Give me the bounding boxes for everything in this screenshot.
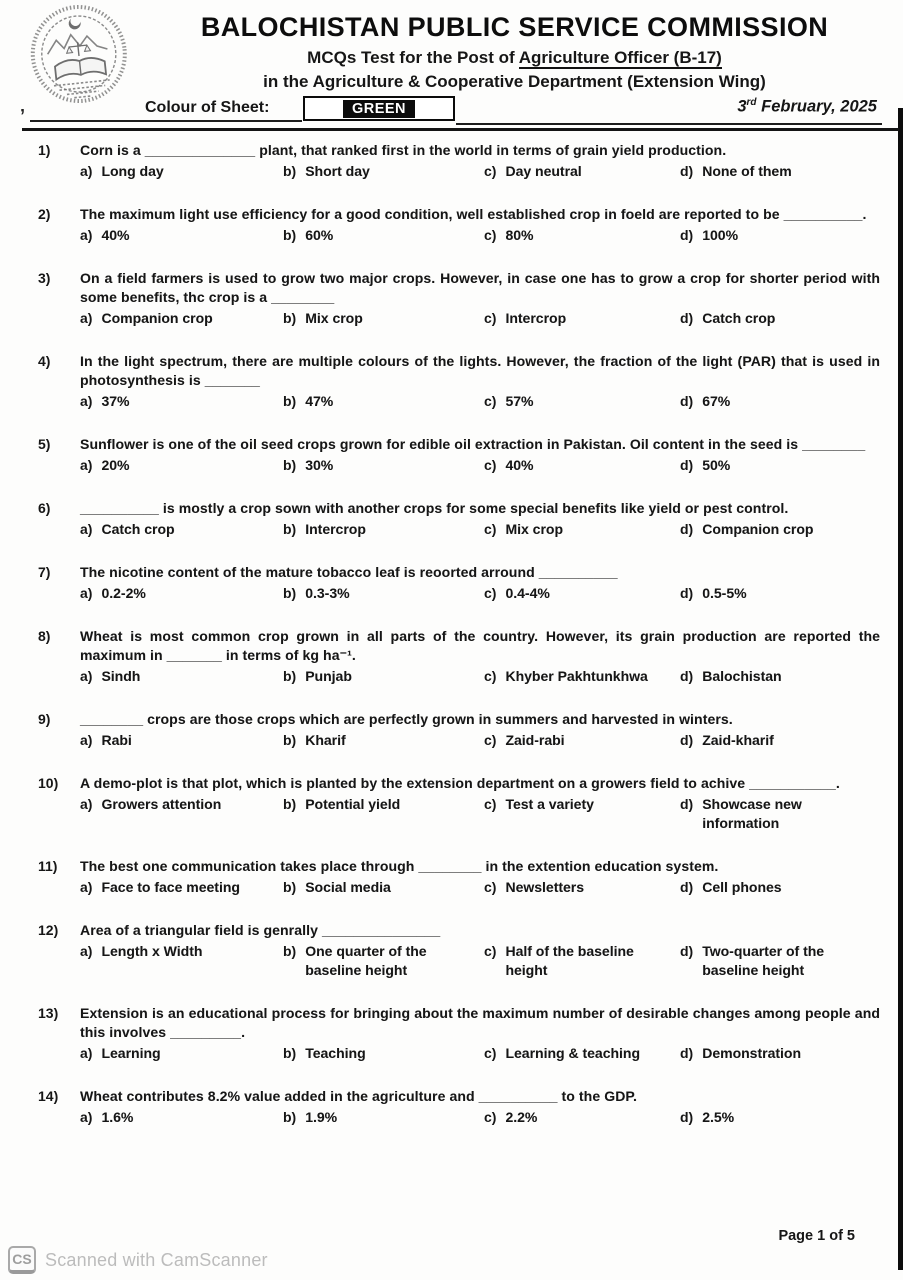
options-row <box>80 1044 880 1063</box>
date-ordinal: rd <box>746 97 757 108</box>
question-number: 5) <box>38 436 51 452</box>
option-key: a) <box>80 163 93 179</box>
option-label: Test a variety <box>505 796 594 812</box>
option-key: c) <box>484 393 497 409</box>
option-key: c) <box>484 879 497 895</box>
option-label: Companion crop <box>101 310 213 326</box>
subtitle-prefix: MCQs Test for the Post of <box>307 48 519 67</box>
option-key: a) <box>80 393 93 409</box>
sheet-colour-value: GREEN <box>343 100 415 118</box>
option-d <box>680 584 880 603</box>
option-d <box>680 942 880 980</box>
option-b <box>283 942 484 980</box>
option-label: Half of the baseline height <box>505 943 634 978</box>
option-c <box>484 667 680 686</box>
option-label: 0.5-5% <box>702 585 747 601</box>
option-b <box>283 456 484 475</box>
option-d <box>680 1108 880 1127</box>
question-text: Wheat is most common crop grown in all parts of the country. However, its grain production are reported the maximum in _______ in terms of kg ha⁻¹. <box>80 628 880 663</box>
option-label: Zaid-rabi <box>505 732 565 748</box>
question-text: ________ crops are those crops which are perfectly grown in summers and harvested in winters. <box>80 711 733 727</box>
option-d <box>680 520 880 539</box>
option-a <box>80 878 283 897</box>
option-a <box>80 731 283 750</box>
option-label: Punjab <box>305 668 352 684</box>
question <box>38 627 880 686</box>
option-label: Zaid-kharif <box>702 732 774 748</box>
option-label: Catch crop <box>101 521 175 537</box>
option-label: Balochistan <box>702 668 782 684</box>
question-number: 3) <box>38 270 51 286</box>
option-key: b) <box>283 943 297 959</box>
option-label: Day neutral <box>505 163 582 179</box>
option-key: c) <box>484 457 497 473</box>
question-number: 1) <box>38 142 51 158</box>
option-c <box>484 878 680 897</box>
options-row <box>80 731 880 750</box>
option-key: b) <box>283 393 297 409</box>
option-key: b) <box>283 310 297 326</box>
option-key: b) <box>283 732 297 748</box>
option-key: d) <box>680 732 694 748</box>
question-body <box>80 1004 880 1063</box>
option-label: 60% <box>305 227 334 243</box>
option-b <box>283 162 484 181</box>
options-row <box>80 520 880 539</box>
option-d <box>680 309 880 328</box>
question-text: The nicotine content of the mature tobacco leaf is reoorted arround __________ <box>80 564 618 580</box>
option-label: 57% <box>505 393 534 409</box>
option-key: c) <box>484 227 497 243</box>
option-label: Mix crop <box>305 310 363 326</box>
option-c <box>484 162 680 181</box>
question-text: On a field farmers is used to grow two major crops. However, in case one has to grow a crop for shorter period with some benefits, thc crop is a ________ <box>80 270 880 305</box>
question-text: A demo-plot is that plot, which is planted by the extension department on a growers field to achive ___________. <box>80 775 840 791</box>
option-a <box>80 942 283 980</box>
question <box>38 141 880 181</box>
question-body <box>80 774 880 833</box>
date-rest: February, 2025 <box>756 97 877 116</box>
option-b <box>283 309 484 328</box>
option-a <box>80 584 283 603</box>
option-key: d) <box>680 668 694 684</box>
option-c <box>484 731 680 750</box>
options-row <box>80 226 880 245</box>
question-text: Area of a triangular field is genrally _______________ <box>80 922 441 938</box>
question-body <box>80 563 880 603</box>
options-row <box>80 942 880 980</box>
question-number: 6) <box>38 500 51 516</box>
option-label: 2.2% <box>505 1109 538 1125</box>
option-key: c) <box>484 732 497 748</box>
question <box>38 774 880 833</box>
options-row <box>80 456 880 475</box>
camscanner-badge-icon: CS <box>8 1246 36 1274</box>
option-c <box>484 795 680 833</box>
option-d <box>680 878 880 897</box>
question-text: Sunflower is one of the oil seed crops grown for edible oil extraction in Pakistan. Oil content in the seed is ________ <box>80 436 866 452</box>
option-key: c) <box>484 796 497 812</box>
question-body <box>80 141 880 181</box>
question <box>38 563 880 603</box>
option-key: b) <box>283 227 297 243</box>
option-key: d) <box>680 585 694 601</box>
option-label: Mix crop <box>505 521 564 537</box>
option-label: Growers attention <box>101 796 222 812</box>
options-row <box>80 584 880 603</box>
question-body <box>80 205 880 245</box>
option-key: b) <box>283 585 297 601</box>
option-c <box>484 942 680 980</box>
option-key: c) <box>484 1109 497 1125</box>
option-key: a) <box>80 1045 93 1061</box>
option-key: b) <box>283 668 297 684</box>
option-label: 37% <box>101 393 130 409</box>
option-label: Teaching <box>305 1045 366 1061</box>
question-number: 13) <box>38 1005 59 1021</box>
option-key: a) <box>80 457 93 473</box>
question-number: 2) <box>38 206 51 222</box>
option-key: d) <box>680 393 694 409</box>
option-label: 40% <box>101 227 130 243</box>
option-key: b) <box>283 1045 297 1061</box>
option-label: None of them <box>702 163 792 179</box>
option-key: c) <box>484 943 497 959</box>
question-body <box>80 1087 880 1127</box>
option-c <box>484 456 680 475</box>
option-key: a) <box>80 943 93 959</box>
option-label: Intercrop <box>305 521 366 537</box>
option-label: 80% <box>505 227 534 243</box>
date-day: 3 <box>737 97 747 116</box>
option-label: 1.6% <box>101 1109 134 1125</box>
option-c <box>484 226 680 245</box>
option-label: Length x Width <box>101 943 203 959</box>
question <box>38 1004 880 1063</box>
option-d <box>680 795 880 833</box>
option-key: d) <box>680 521 694 537</box>
option-c <box>484 584 680 603</box>
option-label: Rabi <box>101 732 132 748</box>
option-key: b) <box>283 457 297 473</box>
option-label: 30% <box>305 457 334 473</box>
option-key: a) <box>80 585 93 601</box>
option-a <box>80 1044 283 1063</box>
question <box>38 921 880 980</box>
options-row <box>80 1108 880 1127</box>
option-label: Learning & teaching <box>505 1045 641 1061</box>
option-c <box>484 392 680 411</box>
option-b <box>283 878 484 897</box>
question-body <box>80 857 880 897</box>
option-label: 1.9% <box>305 1109 338 1125</box>
options-row <box>80 309 880 328</box>
question-number: 4) <box>38 353 51 369</box>
question-body <box>80 352 880 411</box>
option-label: 0.2-2% <box>101 585 146 601</box>
option-key: b) <box>283 163 297 179</box>
option-label: Companion crop <box>702 521 814 537</box>
option-key: a) <box>80 668 93 684</box>
option-key: c) <box>484 163 497 179</box>
options-row <box>80 795 880 833</box>
question <box>38 435 880 475</box>
question <box>38 205 880 245</box>
option-key: d) <box>680 943 694 959</box>
option-a <box>80 456 283 475</box>
question-body <box>80 627 880 686</box>
option-label: Catch crop <box>702 310 776 326</box>
option-c <box>484 520 680 539</box>
option-label: Sindh <box>101 668 141 684</box>
option-label: Social media <box>305 879 391 895</box>
option-key: b) <box>283 1109 297 1125</box>
option-key: d) <box>680 227 694 243</box>
question-text: In the light spectrum, there are multiple colours of the lights. However, the fraction of the light (PAR) that is used in photosynthesis is _______ <box>80 353 880 388</box>
option-key: b) <box>283 796 297 812</box>
question-number: 14) <box>38 1088 59 1104</box>
option-d <box>680 162 880 181</box>
option-label: Demonstration <box>702 1045 802 1061</box>
option-b <box>283 667 484 686</box>
option-key: a) <box>80 1109 93 1125</box>
option-key: c) <box>484 521 497 537</box>
question-number: 8) <box>38 628 51 644</box>
question-text: Corn is a ______________ plant, that ranked first in the world in terms of grain yield production. <box>80 142 727 158</box>
options-row <box>80 392 880 411</box>
options-row <box>80 667 880 686</box>
page-number: Page 1 of 5 <box>778 1228 855 1244</box>
option-key: a) <box>80 310 93 326</box>
option-key: b) <box>283 521 297 537</box>
option-key: d) <box>680 796 694 812</box>
option-c <box>484 1108 680 1127</box>
option-label: 0.4-4% <box>505 585 550 601</box>
option-label: Cell phones <box>702 879 782 895</box>
option-label: 40% <box>505 457 534 473</box>
option-key: d) <box>680 457 694 473</box>
option-label: Kharif <box>305 732 346 748</box>
option-label: Showcase new information <box>702 796 802 831</box>
subtitle-post-underlined: Agriculture Officer (B-17) <box>518 48 722 67</box>
option-label: Face to face meeting <box>101 879 240 895</box>
question-text: Wheat contributes 8.2% value added in the agriculture and __________ to the GDP. <box>80 1088 638 1104</box>
option-label: Intercrop <box>505 310 567 326</box>
question-body <box>80 921 880 980</box>
option-d <box>680 456 880 475</box>
option-b <box>283 1108 484 1127</box>
option-a <box>80 309 283 328</box>
option-d <box>680 392 880 411</box>
option-label: Potential yield <box>305 796 401 812</box>
option-key: a) <box>80 227 93 243</box>
option-key: c) <box>484 585 497 601</box>
option-c <box>484 1044 680 1063</box>
question-text: The best one communication takes place through ________ in the extention education system. <box>80 858 719 874</box>
scan-artifact-mark: ’ <box>20 106 26 126</box>
option-label: 50% <box>702 457 731 473</box>
option-label: One quarter of the baseline height <box>305 943 427 978</box>
question-text: The maximum light use efficiency for a good condition, well established crop in foeld are reported to be __________. <box>80 206 867 222</box>
option-a <box>80 667 283 686</box>
question-number: 7) <box>38 564 51 580</box>
option-key: d) <box>680 310 694 326</box>
question-body <box>80 269 880 328</box>
camscanner-text: Scanned with CamScanner <box>45 1249 268 1270</box>
question-number: 11) <box>38 858 58 874</box>
option-label: 47% <box>305 393 334 409</box>
question-number: 9) <box>38 711 51 727</box>
org-title: BALOCHISTAN PUBLIC SERVICE COMMISSION <box>200 12 829 42</box>
option-a <box>80 162 283 181</box>
option-d <box>680 667 880 686</box>
option-key: d) <box>680 879 694 895</box>
option-label: Short day <box>305 163 370 179</box>
option-label: 20% <box>101 457 130 473</box>
question <box>38 269 880 328</box>
option-a <box>80 1108 283 1127</box>
question-body <box>80 499 880 539</box>
option-d <box>680 1044 880 1063</box>
option-label: Long day <box>101 163 164 179</box>
option-key: b) <box>283 879 297 895</box>
option-key: c) <box>484 310 497 326</box>
option-b <box>283 1044 484 1063</box>
option-key: a) <box>80 521 93 537</box>
options-row <box>80 878 880 897</box>
option-label: Two-quarter of the baseline height <box>702 943 825 978</box>
question <box>38 710 880 750</box>
question-body <box>80 435 880 475</box>
option-key: a) <box>80 732 93 748</box>
option-a <box>80 226 283 245</box>
option-key: c) <box>484 668 497 684</box>
option-label: Newsletters <box>505 879 585 895</box>
question-number: 10) <box>38 775 59 791</box>
option-label: 67% <box>702 393 731 409</box>
question <box>38 857 880 897</box>
option-label: 2.5% <box>702 1109 735 1125</box>
option-label: 100% <box>702 227 739 243</box>
option-a <box>80 520 283 539</box>
option-a <box>80 392 283 411</box>
option-b <box>283 584 484 603</box>
option-b <box>283 392 484 411</box>
option-key: d) <box>680 1045 694 1061</box>
option-label: 0.3-3% <box>305 585 350 601</box>
question-number: 12) <box>38 922 59 938</box>
sheet-colour-label: Colour of Sheet: <box>145 99 270 116</box>
department-line: in the Agriculture & Cooperative Department (Extension Wing) <box>263 72 766 91</box>
option-b <box>283 226 484 245</box>
option-a <box>80 795 283 833</box>
option-key: a) <box>80 796 93 812</box>
question <box>38 1087 880 1127</box>
option-c <box>484 309 680 328</box>
question-body <box>80 710 880 750</box>
option-b <box>283 520 484 539</box>
options-row <box>80 162 880 181</box>
question <box>38 352 880 411</box>
option-d <box>680 226 880 245</box>
question <box>38 499 880 539</box>
option-label: Khyber Pakhtunkhwa <box>505 668 648 684</box>
option-b <box>283 731 484 750</box>
camscanner-footer <box>8 1246 268 1274</box>
option-key: c) <box>484 1045 497 1061</box>
question-text: __________ is mostly a crop sown with another crops for some special benefits like yield or pest control. <box>80 500 789 516</box>
question-text: Extension is an educational process for bringing about the maximum number of desirable changes among people and this involves _________. <box>80 1005 880 1040</box>
option-key: a) <box>80 879 93 895</box>
option-b <box>283 795 484 833</box>
option-key: d) <box>680 163 694 179</box>
option-key: d) <box>680 1109 694 1125</box>
option-label: Learning <box>101 1045 161 1061</box>
option-d <box>680 731 880 750</box>
